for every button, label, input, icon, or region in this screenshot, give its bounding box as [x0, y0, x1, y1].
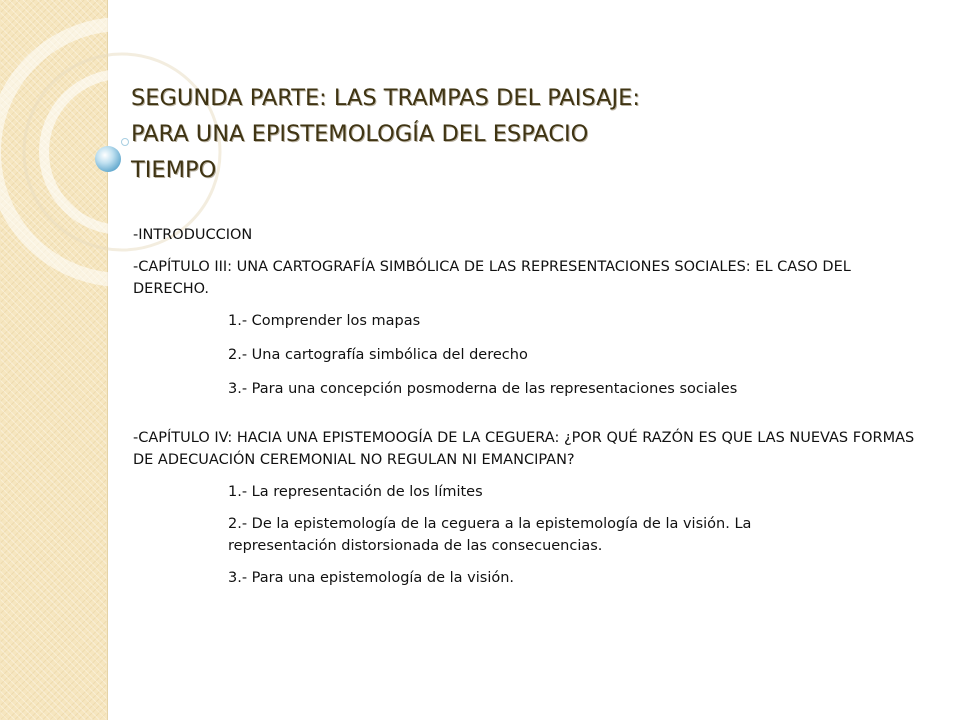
chapter-4-heading: -CAPÍTULO IV: HACIA UNA EPISTEMOOGÍA DE LA CEGUERA: ¿POR QUÉ RAZÓN ES QUE LAS NUEVAS FORMAS DE ADECUACIÓN CEREMONIAL NO REGULAN NI EMANCIPAN? [133, 430, 915, 468]
slide-title-line-1: SEGUNDA PARTE: LAS TRAMPAS DEL PAISAJE: [131, 85, 640, 111]
chapter-3-item-3: 3.- Para una concepción posmoderna de las representaciones sociales [228, 381, 738, 397]
chapter-3-heading: -CAPÍTULO III: UNA CARTOGRAFÍA SIMBÓLICA DE LAS REPRESENTACIONES SOCIALES: EL CASO DEL DERECHO. [133, 259, 851, 297]
chapter-4-item-1: 1.- La representación de los límites [228, 484, 483, 500]
slide-title-line-2: PARA UNA EPISTEMOLOGÍA DEL ESPACIO [131, 121, 589, 147]
decorative-small-bubble-icon [122, 139, 129, 146]
slide-title [131, 80, 791, 188]
chapter-3-item-2: 2.- Una cartografía simbólica del derecho [228, 347, 528, 363]
introduction-item: -INTRODUCCION [133, 227, 253, 243]
slide-content [133, 224, 923, 589]
chapter-4-item-2: 2.- De la epistemología de la ceguera a la epistemología de la visión. La representación distorsionada de las consecuencias. [228, 516, 752, 554]
slide-title-line-3: TIEMPO [131, 157, 217, 183]
chapter-3-item-1: 1.- Comprender los mapas [228, 313, 421, 329]
decorative-bubble-icon [95, 146, 121, 172]
chapter-4-item-3: 3.- Para una epistemología de la visión. [228, 570, 515, 586]
